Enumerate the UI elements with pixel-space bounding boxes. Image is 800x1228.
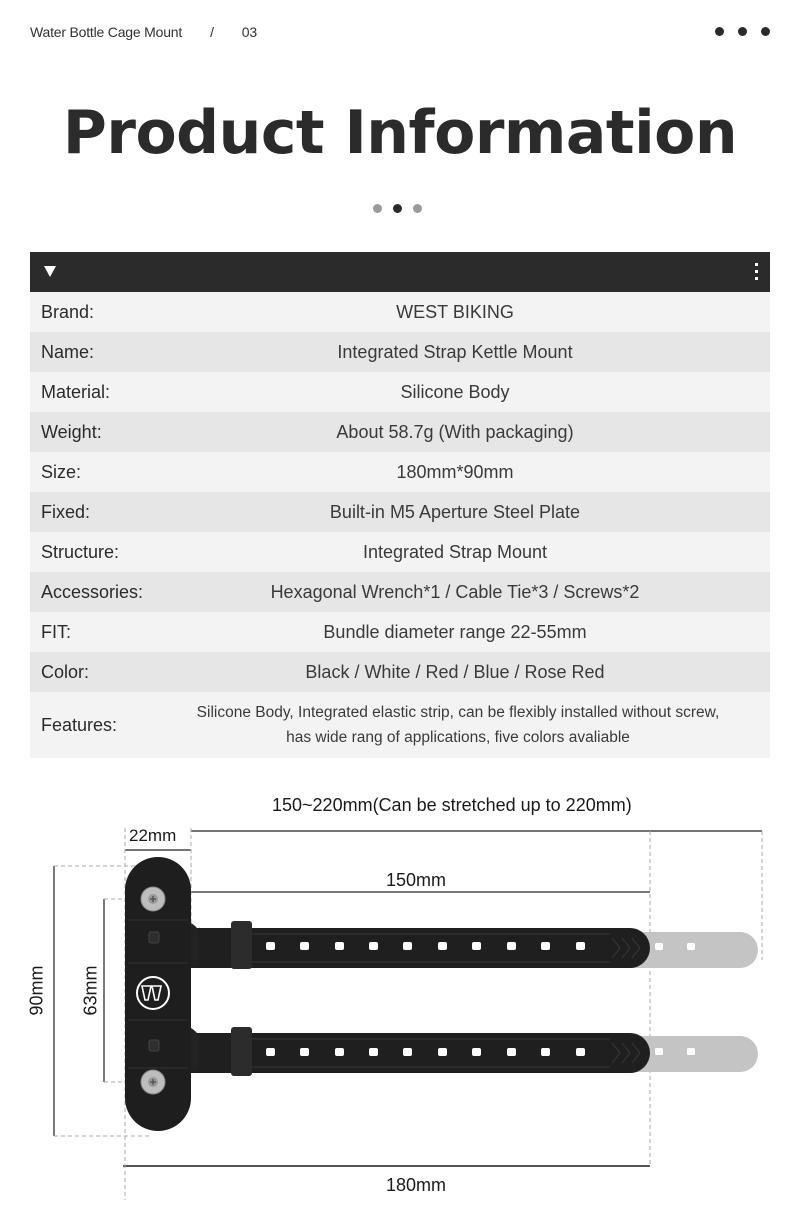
table-row-size bbox=[30, 452, 770, 492]
table-row-brand bbox=[30, 292, 770, 332]
collapse-caret-icon[interactable] bbox=[44, 266, 56, 277]
row-value: Bundle diameter range 22-55mm bbox=[323, 621, 587, 642]
row-value: About 58.7g (With packaging) bbox=[336, 421, 574, 442]
dimension-diagram bbox=[0, 780, 800, 1228]
height-label: 90mm bbox=[26, 965, 47, 1016]
table-row-fit bbox=[30, 612, 770, 652]
table-row-features bbox=[30, 692, 770, 758]
row-label: FIT: bbox=[41, 621, 71, 642]
strap-length-label: 150mm bbox=[386, 870, 447, 890]
row-label: Structure: bbox=[41, 541, 120, 562]
dot bbox=[715, 27, 724, 36]
row-label: Weight: bbox=[41, 421, 102, 442]
stretch-length-label: 150~220mm(Can be stretched up to 220mm) bbox=[272, 795, 632, 815]
total-length-label: 180mm bbox=[386, 1175, 447, 1195]
mount-drawing bbox=[0, 780, 800, 1228]
row-label: Name: bbox=[41, 341, 95, 362]
row-value: Built-in M5 Aperture Steel Plate bbox=[329, 501, 581, 522]
product-info-table bbox=[30, 252, 770, 758]
table-row-weight bbox=[30, 412, 770, 452]
table-row-fixed bbox=[30, 492, 770, 532]
kebab-menu-icon[interactable] bbox=[755, 263, 758, 280]
row-label: Size: bbox=[41, 461, 82, 482]
row-value: 180mm*90mm bbox=[396, 461, 514, 482]
row-value bbox=[160, 700, 756, 750]
pager-dot-1[interactable] bbox=[373, 204, 382, 213]
more-menu-icon[interactable] bbox=[715, 27, 770, 36]
brand-logo-icon bbox=[137, 977, 169, 1009]
row-value: Integrated Strap Kettle Mount bbox=[337, 341, 573, 362]
features-line-1: Silicone Body, Integrated elastic strip, can be flexibly installed without screw, bbox=[196, 704, 720, 721]
dot bbox=[761, 27, 770, 36]
row-label: Color: bbox=[41, 661, 90, 682]
hole-spacing-label: 63mm bbox=[80, 965, 101, 1016]
screw-icon bbox=[141, 1070, 165, 1094]
dot bbox=[738, 27, 747, 36]
row-value: Hexagonal Wrench*1 / Cable Tie*3 / Screws*2 bbox=[270, 581, 640, 602]
screw-icon bbox=[141, 887, 165, 911]
breadcrumb-page: 03 bbox=[241, 24, 257, 40]
row-value: Integrated Strap Mount bbox=[362, 541, 548, 562]
breadcrumb-section[interactable]: Water Bottle Cage Mount bbox=[30, 24, 183, 40]
features-line-2: has wide rang of applications, five colors avaliable bbox=[286, 729, 630, 746]
breadcrumb-separator: / bbox=[210, 24, 214, 40]
table-header bbox=[30, 252, 770, 292]
row-value: Black / White / Red / Blue / Rose Red bbox=[305, 661, 605, 682]
row-label: Brand: bbox=[41, 301, 95, 322]
row-label: Accessories: bbox=[41, 581, 144, 602]
pager-dot-2[interactable] bbox=[393, 204, 402, 213]
table-row-color bbox=[30, 652, 770, 692]
row-label: Features: bbox=[41, 714, 118, 735]
row-value: Silicone Body bbox=[400, 381, 510, 402]
strap-loops bbox=[231, 921, 252, 1076]
mount-width-label: 22mm bbox=[129, 826, 177, 845]
table-row-structure bbox=[30, 532, 770, 572]
page-title: Product Information bbox=[62, 98, 738, 168]
row-label: Fixed: bbox=[41, 501, 91, 522]
row-label: Material: bbox=[41, 381, 111, 402]
table-row-material bbox=[30, 372, 770, 412]
row-value: WEST BIKING bbox=[396, 301, 514, 322]
table-row-accessories bbox=[30, 572, 770, 612]
top-bar bbox=[0, 0, 800, 66]
breadcrumb bbox=[30, 24, 257, 40]
table-body bbox=[30, 292, 770, 758]
table-row-name bbox=[30, 332, 770, 372]
pager-dots bbox=[373, 204, 422, 213]
pager-dot-3[interactable] bbox=[413, 204, 422, 213]
